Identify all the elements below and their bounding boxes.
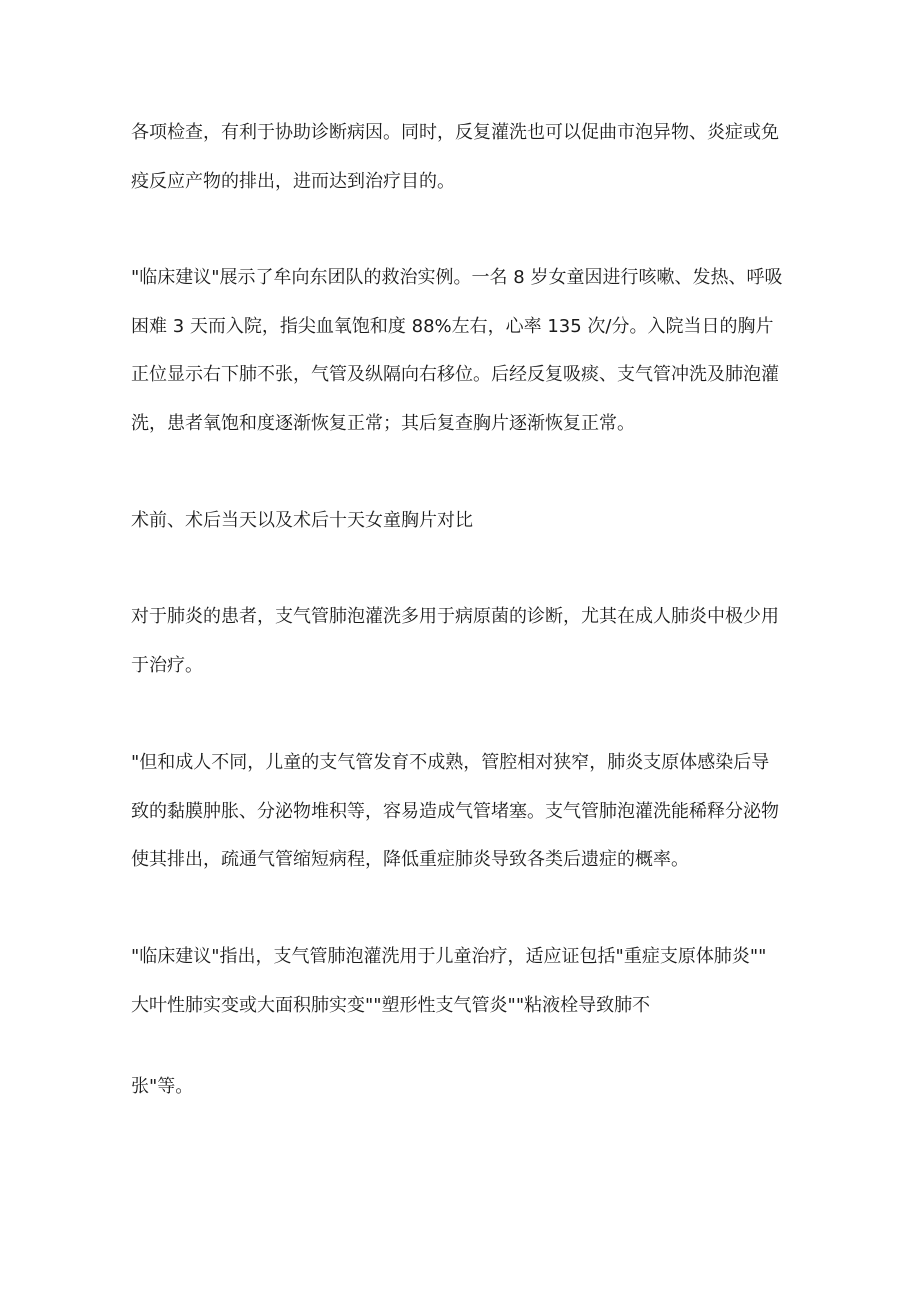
text-line: "但和成人不同，儿童的支气管发育不成熟，管腔相对狭窄，肺炎支原体感染后导 [131, 752, 770, 773]
text-line: 洗，患者氧饱和度逐渐恢复正常；其后复查胸片逐渐恢复正常。 [131, 413, 635, 434]
text-line: 大叶性肺实变或大面积肺实变""塑形性支气管炎""粘液栓导致肺不 [131, 995, 651, 1016]
text-line: 致的黏膜肿胀、分泌物堆积等，容易造成气管堵塞。支气管肺泡灌洗能稀释分泌物 [131, 801, 779, 822]
text-line: "临床建议"展示了牟向东团队的救治实例。一名 8 岁女童因进行咳嗽、发热、呼吸 [131, 267, 783, 288]
text-line: 困难 3 天而入院，指尖血氧饱和度 88%左右，心率 135 次/分。入院当日的胸片 [131, 316, 774, 337]
text-line: 对于肺炎的患者，支气管肺泡灌洗多用于病原菌的诊断，尤其在成人肺炎中极少用 [131, 606, 779, 627]
text-line: 于治疗。 [131, 655, 203, 676]
text-line: 使其排出，疏通气管缩短病程，降低重症肺炎导致各类后遗症的概率。 [131, 849, 689, 870]
text-line: 术前、术后当天以及术后十天女童胸片对比 [131, 510, 473, 531]
text-line: "临床建议"指出，支气管肺泡灌洗用于儿童治疗，适应证包括"重症支原体肺炎"" [131, 946, 767, 967]
text-line: 疫反应产物的排出，进而达到治疗目的。 [131, 171, 455, 192]
text-line: 各项检查，有利于协助诊断病因。同时，反复灌洗也可以促曲市泡异物、炎症或免 [131, 122, 779, 143]
text-line: 正位显示右下肺不张，气管及纵隔向右移位。后经反复吸痰、支气管冲洗及肺泡灌 [131, 364, 779, 385]
text-line: 张"等。 [131, 1076, 194, 1097]
